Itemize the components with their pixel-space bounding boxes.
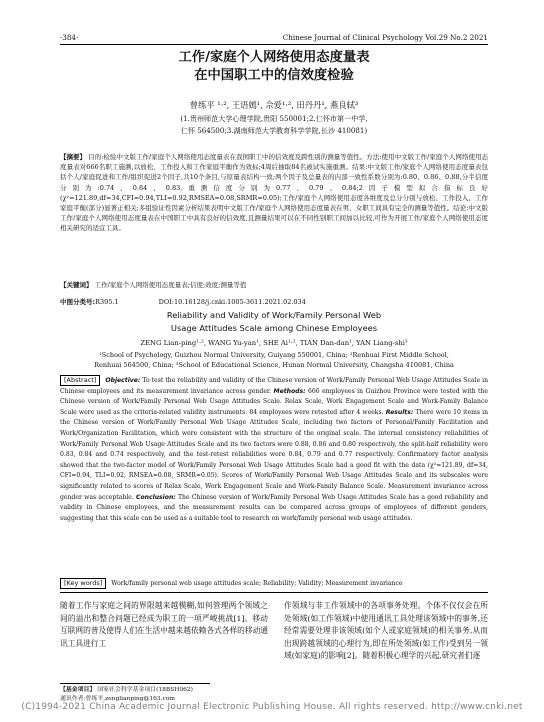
copyright-watermark: (C)1994-2021 China Academic Journal Electronic Publishing House. All rights reserved. http://www.cnki.net bbox=[21, 702, 523, 712]
english-keywords-label: [Key words] bbox=[60, 578, 106, 589]
contact-note: 通讯作者:曾练平,zenglianping@163.com bbox=[60, 696, 175, 702]
objective-label: Objective: bbox=[105, 377, 141, 384]
chinese-title-line2: 在中国职工中的信效度检验 bbox=[194, 68, 354, 83]
english-keywords bbox=[60, 578, 488, 589]
methods-label: Methods: bbox=[273, 387, 306, 395]
english-abstract-label: [Abstract] bbox=[60, 375, 100, 386]
running-header bbox=[60, 28, 488, 42]
english-title-line1: Reliability and Validity of Work/Family Personal Web bbox=[166, 310, 382, 320]
chinese-abstract-text: 目的:检验中文版工作/家庭个人网络使用态度量表在我国职工中的信效度及跨性别的测量等值性。方法:使用中文版工作/家庭个人网络使用态度量表对666名职工施测,以放松、工作投入和工作家庭平衡作为效标;4周后抽取84名被试实施重测。结果:中文版工作/家庭个人网络使用态度量表包括个人/家庭促进和工作/组织促进2个因子,共10个条目,与原量表结构一致;两个因子及总量表的内部一致性系数分别为:0.80、0.86、0.88,分半信度分别为:0.74、0.84、0.83,重测信度分别为0.77、0.79、0.84;2因子模型拟合指标良好(χ²=121.89,df=34,CFI=0.94,TLI=0.92,RMSEA=0.08,SRMR=0.05);工作/家庭个人网络使用态度各维度及总分分别与放松、工作投入、工作家庭平衡(部分)显著正相关;多组验证性因素分析结果表明中文版工作/家庭个人网络使用态度量表在男、女职工间具有完全的测量等值性。结论:中文版工作/家庭个人网络使用态度量表在中国职工中具有良好的信效度,且测量结果可以在不同性别职工间加以比较,可作为开展工作/家庭个人网络使用态度相关研究的适宜工具。 bbox=[60, 153, 489, 233]
english-affiliations bbox=[70, 350, 478, 370]
journal-info: Chinese Journal of Clinical Psychology Vol.29 No.2 2021 bbox=[282, 33, 488, 42]
english-title bbox=[60, 309, 488, 335]
chinese-affiliation-line2: 仁怀 564500;3.湖南师范大学教育科学学院,长沙 410081) bbox=[180, 126, 368, 135]
header-rule bbox=[60, 44, 488, 45]
english-title-line2: Usage Attitudes Scale among Chinese Employees bbox=[170, 323, 378, 333]
body-column-left: 随着工作与家庭之间的界限越来越模糊,如何管理两个领域之间的溢出和整合问题已经成为职工的一项严峻挑战[1]。移动互联网的普及使得人们在生活中越来越依赖各式各样的移动通讯工具进行工 bbox=[60, 601, 268, 648]
fund-note bbox=[60, 686, 270, 695]
doi-label: DOI: bbox=[158, 298, 174, 306]
results-text: There were 10 items in the Chinese version of Work/Family Personal Web Usage Attitudes Scale, including two factors of Personal/Family Facilitation and Work/Organization Facilitation, which were consistent with the structure of the original scale. The internal consistency reliabilities of Work/Family Personal Web Usage Attitudes Scale and its two factors were 0.88, 0.86 and 0.80 respectively, the split-half reliability were 0.83, 0.84 and 0.74 respectively, and the test-retest reliabilities were 0.84, 0.79 and 0.77 respectively. Confirmatory factor analysis showed that the two-factor model of Work/Family Personal Web Usage Attitudes Scale had a good fit with the data (χ²=121.89, df=34, CFI=0.94, TLI=0.92, RMSEA=0.08, SRMR=0.05). Scores of Work/Family Personal Web Usage Attitudes Scale and its subscales were significantly related to scores of Relax Scale, Work Engagement Scale and Work-Family Balance Scale. Measurement invariance across gender was acceptable. bbox=[60, 408, 489, 501]
conclusion-text: The Chinese version of Work/Family Personal Web Usage Attitudes Scale has a good reliability and validity in Chinese employees, and the measurement results can be compared across groups of employees of different genders, suggesting that this scale can be used as a suitable tool to research on work/family personal web usage attitudes. bbox=[60, 493, 488, 522]
clc-number: R395.1 bbox=[95, 298, 119, 306]
methods-text: 666 employees in Guizhou Province were tested with the Chinese version of Work/Family Personal Web Usage Attitudes Scale. Relax Scale, Work Engagement Scale and Work-Family Balance Scale were used as the criteria-related validity instruments. 84 employees were retested after 4 weeks. bbox=[60, 387, 489, 416]
fund-label: 【基金项目】 bbox=[60, 687, 96, 693]
chinese-authors: 曾练平 ¹·², 王语嫣¹, 佘爱¹·², 田丹丹¹, 燕良轼³ bbox=[189, 100, 359, 110]
footnote-rule bbox=[60, 683, 210, 684]
chinese-abstract bbox=[60, 152, 488, 234]
chinese-keywords-label: 【关键词】 bbox=[60, 281, 93, 289]
chinese-affiliations bbox=[140, 113, 408, 137]
chinese-title bbox=[60, 49, 488, 85]
chinese-title-line1: 工作/家庭个人网络使用态度量表 bbox=[178, 50, 370, 65]
chinese-keywords bbox=[60, 280, 488, 290]
clc-label: 中图分类号: bbox=[60, 298, 96, 306]
body-rule bbox=[60, 592, 488, 593]
english-affiliation-line2: Renhuai 564500, China; ³School of Educational Science, Hunan Normal University, Changsha 410081, China bbox=[94, 361, 454, 369]
classification-row bbox=[60, 297, 488, 307]
english-authors: ZENG Lian-ping¹·², WANG Yu-yan¹, SHE Ai¹·², TIAN Dan-dan¹, YAN Liang-shi³ bbox=[140, 339, 408, 347]
english-abstract bbox=[60, 375, 488, 524]
results-label: Results: bbox=[385, 408, 414, 416]
page-number: ·384· bbox=[60, 33, 79, 42]
english-keywords-text: Work/family personal web usage attitudes scale; Reliability; Validity; Measurement invariance bbox=[111, 580, 403, 587]
body-column-right: 作领域与非工作领域中的各项事务处理。个体不仅仅会在所处领域(如工作领域)中使用通讯工具处理该领域中的事务,还经常需要处理非该领域(如个人或家庭领域)的相关事务,从而出现跨越领域的心理行为,即在所处领域(如工作)受到另一领域(如家庭)的影响[2]。随着积极心理学的兴起,研究者们逐 bbox=[284, 601, 488, 660]
chinese-abstract-label: 【摘要】 bbox=[60, 153, 87, 161]
chinese-keywords-text: 工作/家庭个人网络使用态度量表;信度;效度;测量等值 bbox=[94, 281, 247, 289]
conclusion-label: Conclusion: bbox=[136, 493, 176, 501]
objective-text: To test the reliability and validity of the Chinese version of Work/Family Personal Web Usage Attitudes Scale in Chinese employees and its measurement invariance across gender. bbox=[60, 377, 488, 395]
chinese-affiliation-line1: (1.贵州师范大学心理学院,贵阳 550001;2.仁怀市第一中学, bbox=[180, 114, 368, 123]
fund-text: 国家社会科学基金项目(18BSH062) bbox=[97, 687, 193, 693]
doi-value: 10.16128/j.cnki.1005-3611.2021.02.034 bbox=[173, 298, 306, 306]
english-affiliation-line1: ¹School of Psychology, Guizhou Normal University, Guiyang 550001, China; ²Renhuai First Middle School, bbox=[99, 351, 449, 359]
